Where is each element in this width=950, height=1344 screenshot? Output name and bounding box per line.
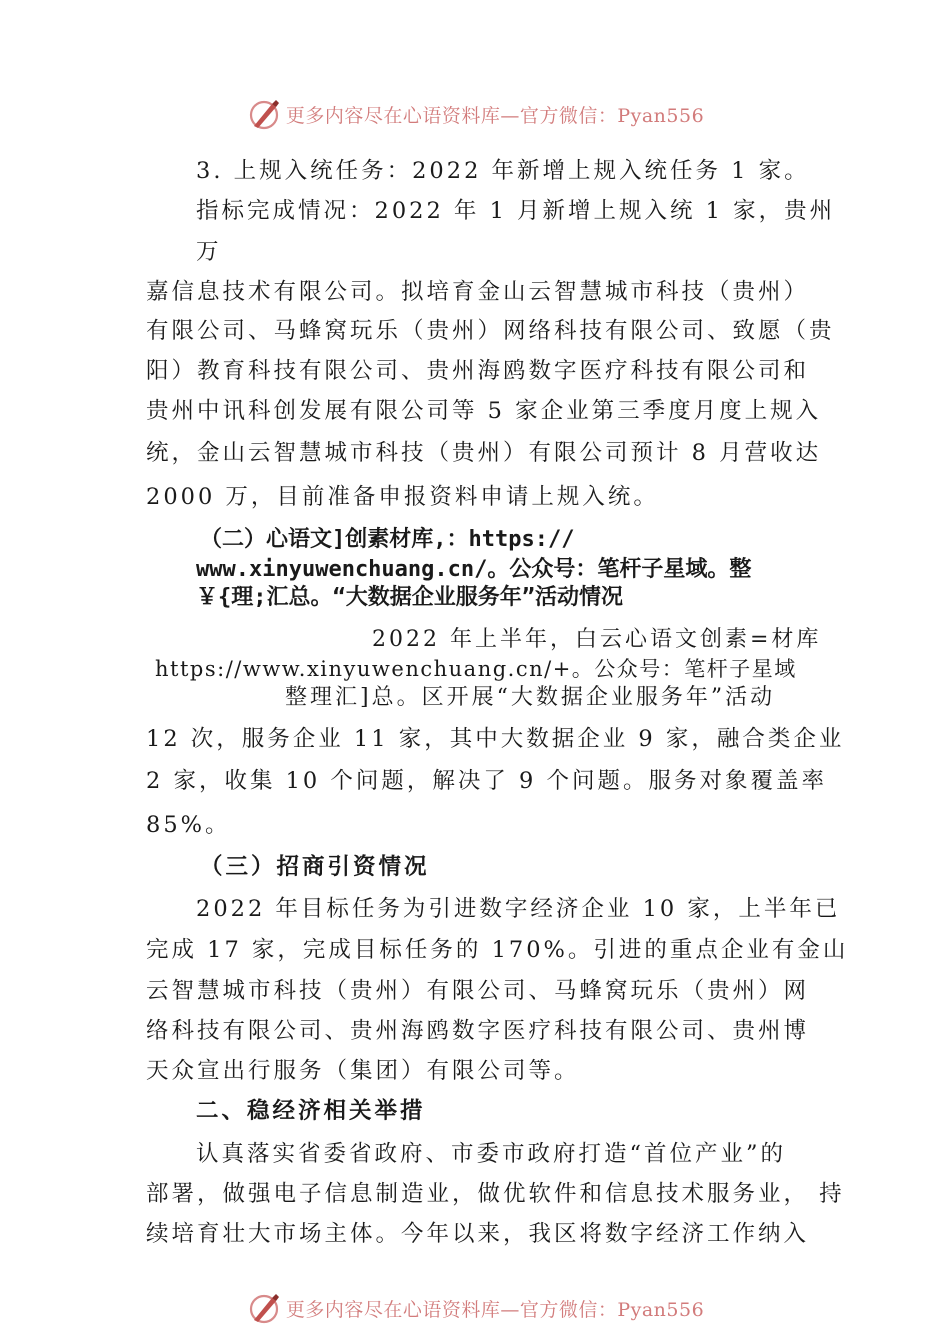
text-line: 85%。 bbox=[146, 812, 231, 838]
text-line: 认真落实省委省政府、市委市政府打造“首位产业”的 bbox=[196, 1141, 787, 1167]
section-heading: ￥{理;汇总。“大数据企业服务年”活动情况 bbox=[196, 585, 623, 610]
text-line: 完成 17 家，完成目标任务的 170%。引进的重点企业有金山 bbox=[146, 937, 849, 963]
text-line: 2 家，收集 10 个问题，解决了 9 个问题。服务对象覆盖率 bbox=[146, 768, 828, 794]
text-line: 2000 万，目前准备申报资料申请上规入统。 bbox=[146, 484, 659, 510]
text-line: 2022 年目标任务为引进数字经济企业 10 家，上半年已 bbox=[196, 896, 841, 922]
watermark-banner-bottom bbox=[0, 1288, 950, 1328]
section-heading: www.xinyuwenchuang.cn/。公众号：笔杆子星域。整 bbox=[196, 557, 752, 582]
text-line: 嘉信息技术有限公司。拟培育金山云智慧城市科技（贵州） bbox=[146, 279, 810, 305]
text-line: 指标完成情况：2022 年 1 月新增上规入统 1 家，贵州 bbox=[196, 198, 836, 224]
watermark-banner-inner bbox=[246, 1290, 704, 1326]
text-line: 2022 年上半年，白云心语文创素=材库 bbox=[372, 627, 822, 652]
text-line: 整理汇]总。区开展“大数据企业服务年”活动 bbox=[285, 685, 776, 710]
section-heading: 二、稳经济相关举措 bbox=[196, 1098, 426, 1124]
text-line: 部署，做强电子信息制造业，做优软件和信息技术服务业， 持 bbox=[146, 1181, 845, 1207]
text-line: 万 bbox=[196, 239, 222, 265]
text-line: 12 次，服务企业 11 家，其中大数据企业 9 家，融合类企业 bbox=[146, 726, 845, 752]
watermark-banner-top bbox=[0, 94, 950, 134]
text-line: 续培育壮大市场主体。今年以来，我区将数字经济工作纳入 bbox=[146, 1221, 810, 1247]
pen-logo-icon bbox=[246, 96, 282, 132]
watermark-banner-inner bbox=[246, 96, 704, 132]
text-line: 云智慧城市科技（贵州）有限公司、马蜂窝玩乐（贵州）网 bbox=[146, 978, 810, 1004]
text-line: 3. 上规入统任务：2022 年新增上规入统任务 1 家。 bbox=[196, 158, 810, 184]
text-line: 天众宣出行服务（集团）有限公司等。 bbox=[146, 1058, 580, 1084]
text-line: 贵州中讯科创发展有限公司等 5 家企业第三季度月度上规入 bbox=[146, 398, 822, 424]
text-line: 络科技有限公司、贵州海鸥数字医疗科技有限公司、贵州博 bbox=[146, 1018, 810, 1044]
text-line: https://www.xinyuwenchuang.cn/+。公众号：笔杆子星域 bbox=[155, 657, 797, 681]
pen-logo-icon bbox=[246, 1290, 282, 1326]
text-line: 统，金山云智慧城市科技（贵州）有限公司预计 8 月营收达 bbox=[146, 440, 822, 466]
watermark-text: 更多内容尽在心语资料库—官方微信：Pyan556 bbox=[285, 1298, 705, 1321]
section-heading: （二）心语文]创素材库,：https:// bbox=[200, 527, 575, 552]
watermark-text: 更多内容尽在心语资料库—官方微信：Pyan556 bbox=[285, 104, 705, 127]
text-line: 阳）教育科技有限公司、贵州海鸥数字医疗科技有限公司和 bbox=[146, 358, 810, 384]
text-line: 有限公司、马蜂窝玩乐（贵州）网络科技有限公司、致愿（贵 bbox=[146, 318, 835, 344]
section-heading: （三）招商引资情况 bbox=[200, 854, 430, 880]
